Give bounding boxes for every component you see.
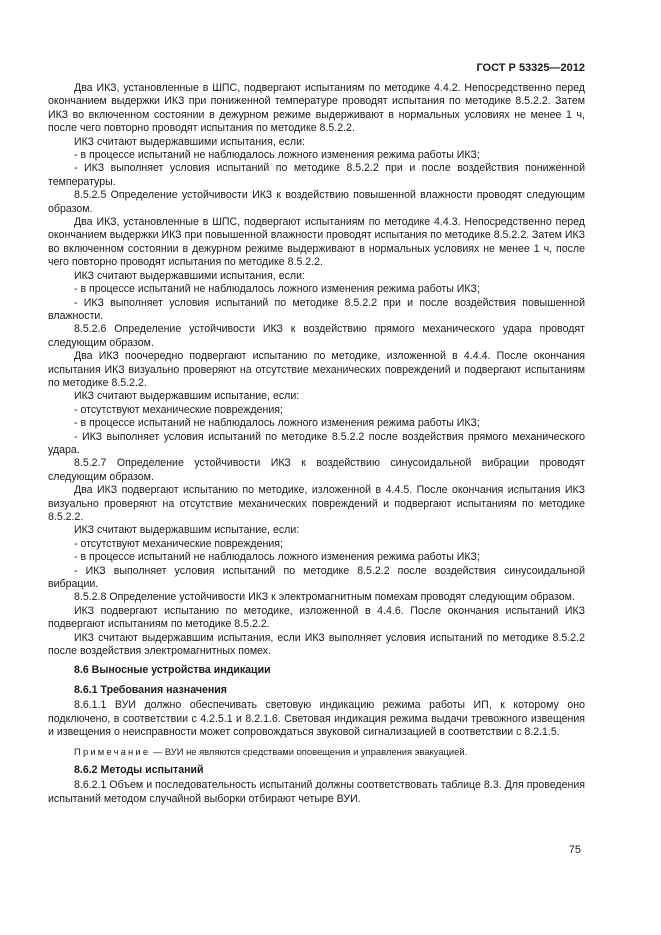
- list-item: - ИКЗ выполняет условия испытаний по методике 8.5.2.2 после воздействия прямого механического удара.: [48, 430, 585, 456]
- paragraph: Два ИКЗ, установленные в ШПС, подвергают испытаниям по методике 4.4.3. Непосредственно перед окончанием выдержки ИКЗ при повышенной влажности проводят испытания по методике 8.5.2.2. Затем ИКЗ во включенном состоянии в дежурном режиме выдерживают в нормальных условиях не менее 1 ч, после чего повторно проводят испытания по методике 8.5.2.2.: [48, 216, 585, 269]
- paragraph: Два ИКЗ, установленные в ШПС, подвергают испытаниям по методике 4.4.2. Непосредственно перед окончанием выдержки ИКЗ при пониженной температуре проводят испытания по методике 8.5.2.2. Затем ИКЗ во включенном состоянии в дежурном режиме выдерживают в нормальных условиях не менее 1 ч, после чего повторно проводят испытания по методике 8.5.2.2.: [48, 82, 585, 135]
- page-body: [48, 82, 585, 806]
- document-header: ГОСТ Р 53325—2012: [476, 62, 585, 74]
- paragraph: ИКЗ считают выдержавшим испытания, если ИКЗ выполняет условия испытаний по методике 8.5.2.2 после воздействия электромагнитных помех.: [48, 631, 585, 658]
- paragraph: Два ИКЗ поочередно подвергают испытанию по методике, изложенной в 4.4.4. После окончания испытания ИКЗ визуально проверяют на отсутствие механических повреждений и подвергают испытаниям по методике 8.5.2.2.: [48, 350, 585, 389]
- list-item: - в процессе испытаний не наблюдалось ложного изменения режима работы ИКЗ;: [74, 551, 480, 564]
- note-label: Примечание: [74, 745, 151, 757]
- paragraph: Два ИКЗ подвергают испытанию по методике, изложенной в 4.4.5. После окончания испытания ИКЗ визуально проверяют на отсутствие механических повреждений и подвергают испытаниям по методике 8.5.2.2.: [48, 484, 585, 523]
- list-item: - в процессе испытаний не наблюдалось ложного изменения режима работы ИКЗ;: [74, 417, 480, 430]
- paragraph: ИКЗ считают выдержавшим испытание, если:: [74, 524, 300, 537]
- paragraph: ИКЗ считают выдержавшими испытания, если:: [74, 135, 305, 148]
- list-item: - отсутствуют механические повреждения;: [74, 403, 283, 416]
- paragraph: 8.5.2.8 Определение устойчивости ИКЗ к электромагнитным помехам проводят следующим образом.: [74, 591, 575, 604]
- list-item: - ИКЗ выполняет условия испытаний по методике 8.5.2.2 после воздействия синусоидальной вибрации.: [48, 564, 585, 591]
- list-item: - отсутствуют механические повреждения;: [74, 537, 283, 550]
- note-text: — ВУИ не являются средствами оповещения и управления эвакуацией.: [150, 745, 468, 757]
- subsection-heading: 8.6.1 Требования назначения: [74, 683, 227, 696]
- paragraph: 8.5.2.6 Определение устойчивости ИКЗ к воздействию прямого механического удара проводят следующим образом.: [48, 323, 585, 349]
- paragraph: 8.5.2.5 Определение устойчивости ИКЗ к воздействию повышенной влажности проводят следующим образом.: [48, 189, 585, 215]
- section-heading: 8.6 Выносные устройства индикации: [74, 664, 271, 677]
- paragraph: ИКЗ считают выдержавшим испытание, если:: [74, 390, 300, 403]
- paragraph: 8.5.2.7 Определение устойчивости ИКЗ к воздействию синусоидальной вибрации проводят следующим образом.: [48, 457, 585, 483]
- paragraph: 8.6.1.1 ВУИ должно обеспечивать световую индикацию режима работы ИП, к которому оно подключено, в соответствии с 4.2.5.1 и 8.2.1.6. Световая индикация режима выдачи тревожного извещения и извещения о неисправности может сопровождаться звуковой сигнализацией в соответствии с 8.2.1.5.: [48, 699, 585, 739]
- note: [48, 745, 585, 758]
- list-item: - ИКЗ выполняет условия испытаний по методике 8.5.2.2 при и после воздействия повышенной влажности.: [48, 296, 585, 322]
- paragraph: 8.6.2.1 Объем и последовательность испытаний должны соответствовать таблице 8.3. Для проведения испытаний методом случайной выборки отбирают четыре ВУИ.: [48, 779, 585, 805]
- page-number: 75: [568, 844, 581, 856]
- list-item: - в процессе испытаний не наблюдалось ложного изменения режима работы ИКЗ;: [74, 283, 480, 296]
- list-item: - ИКЗ выполняет условия испытаний по методике 8.5.2.2 при и после воздействия пониженной температуры.: [48, 162, 585, 188]
- paragraph: ИКЗ считают выдержавшими испытания, если:: [74, 269, 305, 282]
- subsection-heading: 8.6.2 Методы испытаний: [74, 763, 204, 776]
- list-item: - в процессе испытаний не наблюдалось ложного изменения режима работы ИКЗ;: [74, 149, 480, 162]
- paragraph: ИКЗ подвергают испытанию по методике, изложенной в 4.4.6. После окончания испытаний ИКЗ подвергают испытаниям по методике 8.5.2.2.: [48, 604, 585, 631]
